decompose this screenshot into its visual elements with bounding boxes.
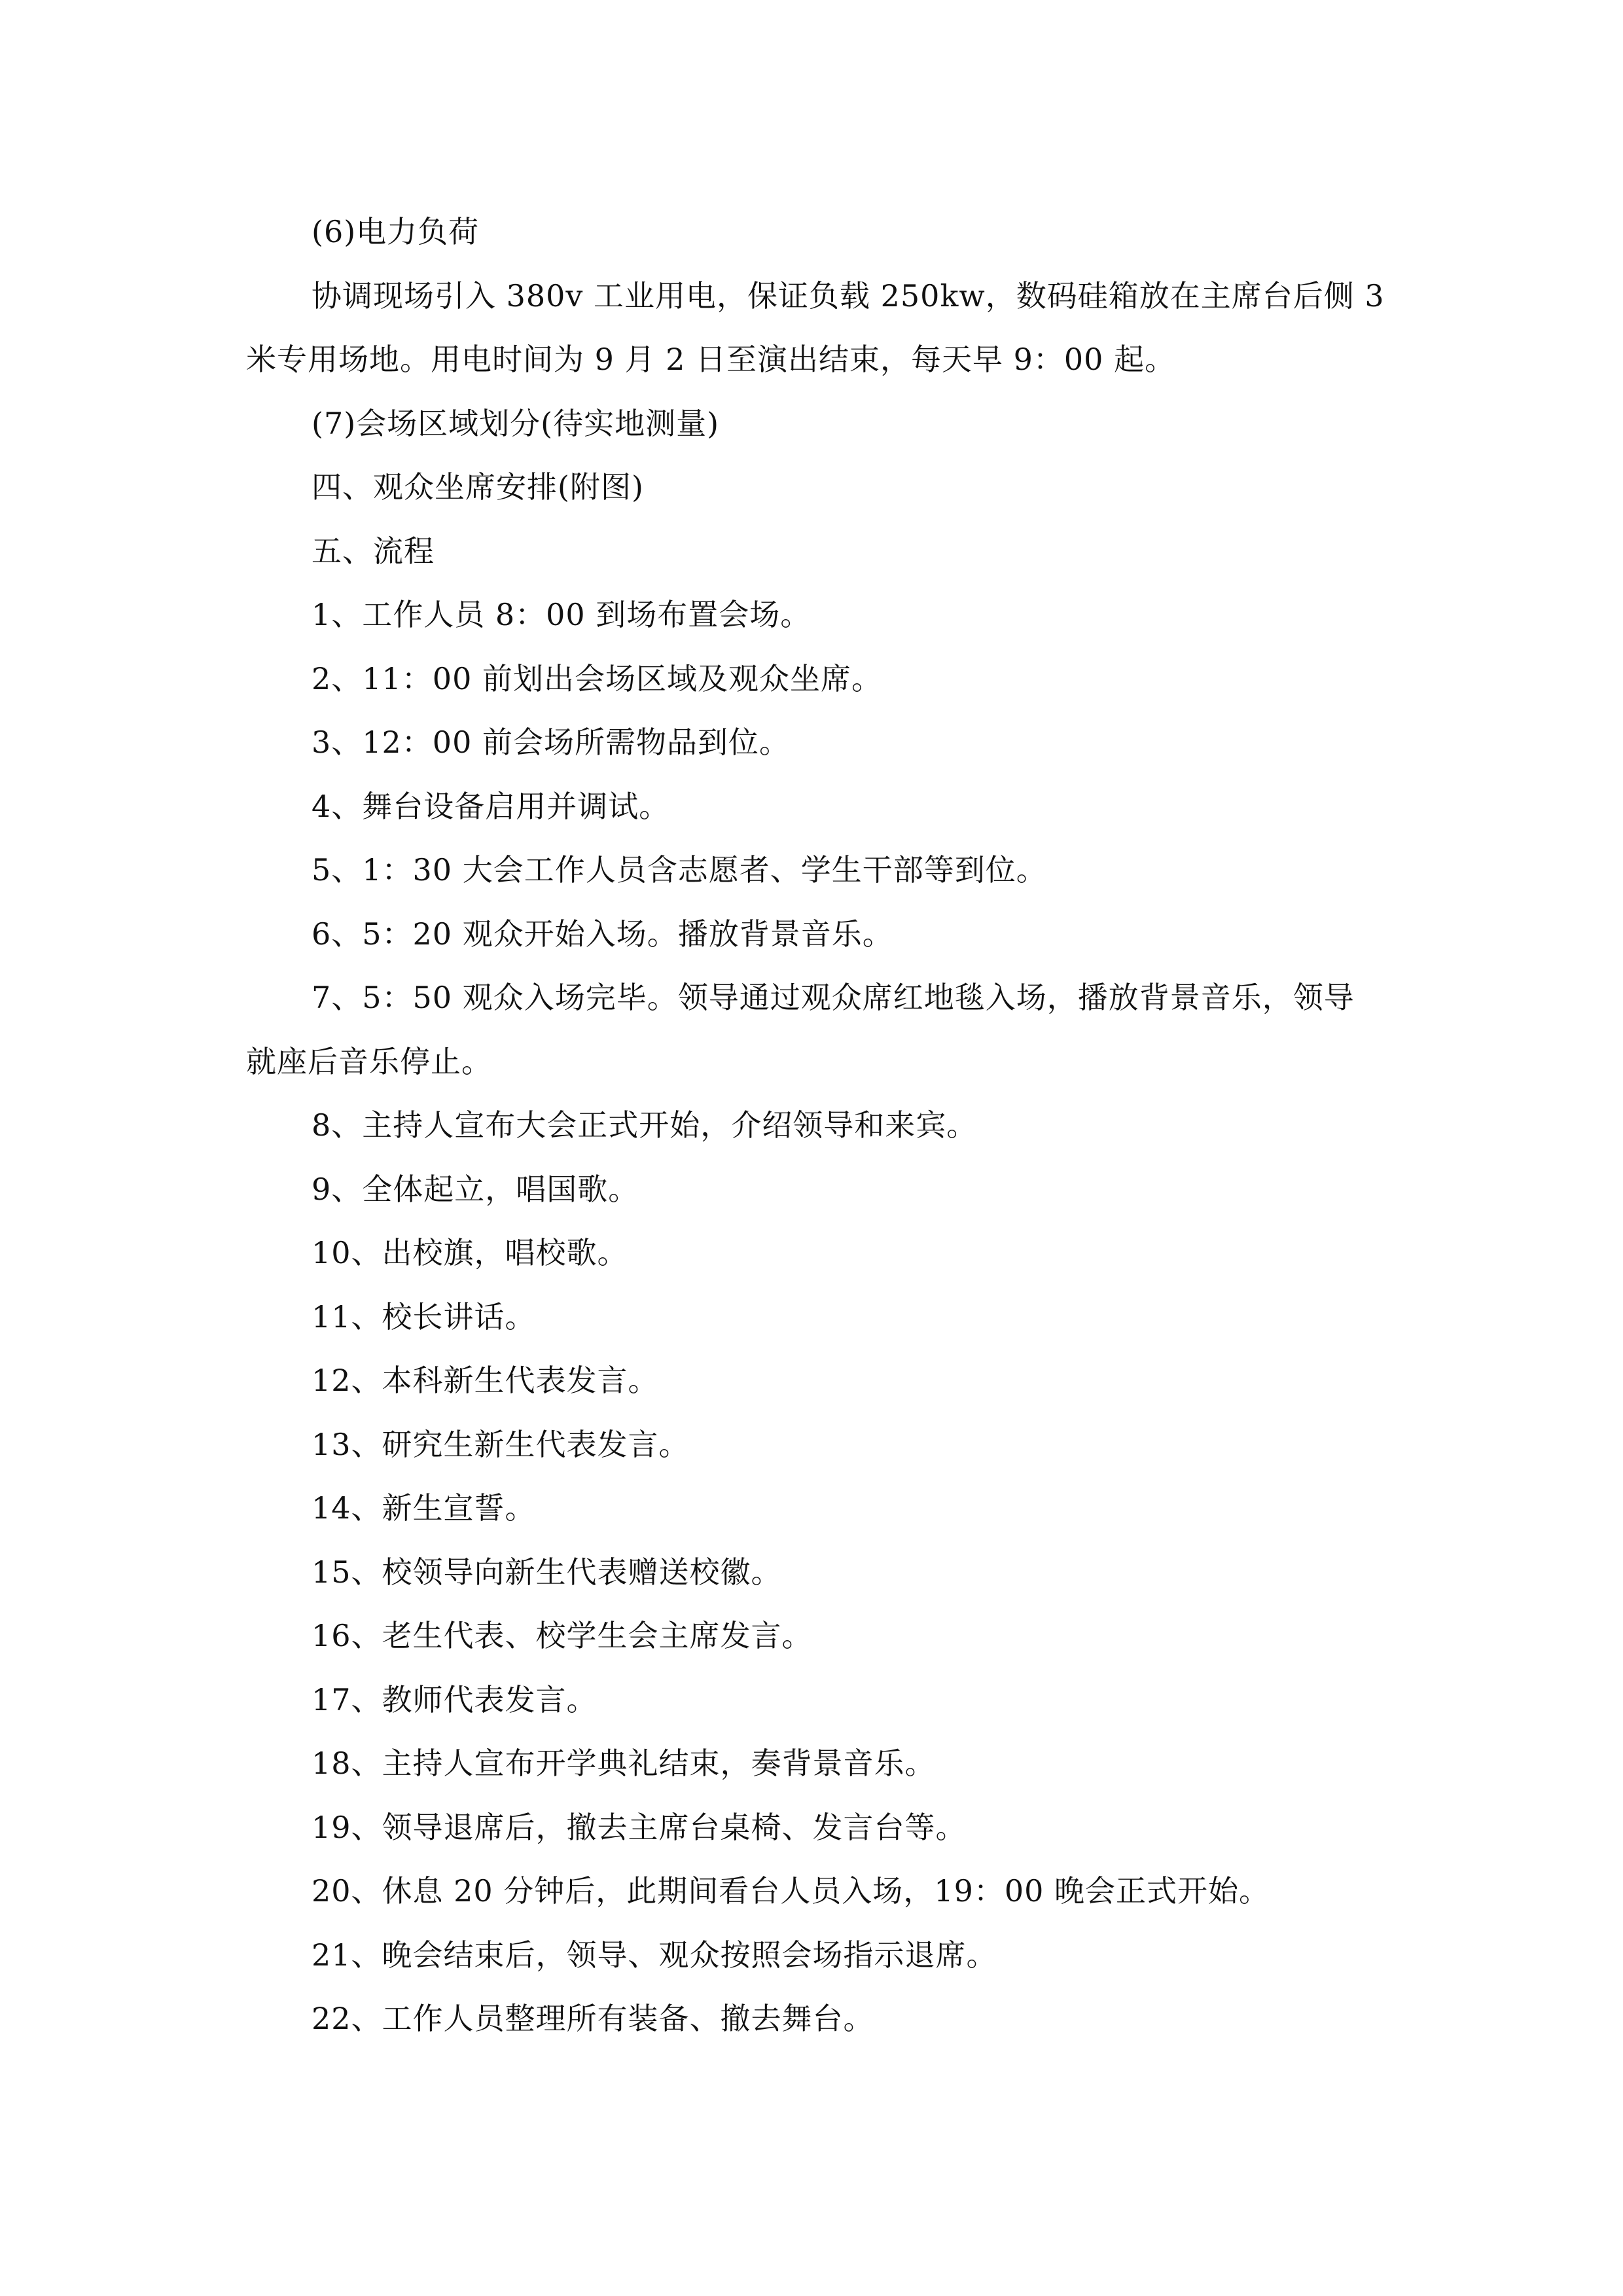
process-step-19: 19、领导退席后，撤去主席台桌椅、发言台等。 bbox=[312, 1809, 967, 1845]
process-step-11: 11、校长讲话。 bbox=[312, 1299, 536, 1335]
document-body bbox=[246, 200, 1385, 2051]
process-step-16: 16、老生代表、校学生会主席发言。 bbox=[312, 1618, 813, 1653]
process-step-3: 3、12：00 前会场所需物品到位。 bbox=[312, 725, 790, 760]
process-step-18: 18、主持人宣布开学典礼结束，奏背景音乐。 bbox=[312, 1746, 936, 1781]
process-step-6: 6、5：20 观众开始入场。播放背景音乐。 bbox=[312, 916, 893, 952]
process-step-17: 17、教师代表发言。 bbox=[312, 1681, 597, 1717]
process-step-13: 13、研究生新生代表发言。 bbox=[312, 1426, 690, 1462]
process-step-9: 9、全体起立，唱国歌。 bbox=[312, 1171, 639, 1207]
process-step-20: 20、休息 20 分钟后，此期间看台人员入场，19：00 晚会正式开始。 bbox=[312, 1873, 1270, 1909]
heading-venue-zoning: (7)会场区域划分(待实地测量) bbox=[312, 405, 720, 441]
process-step-1: 1、工作人员 8：00 到场布置会场。 bbox=[312, 597, 812, 632]
process-step-10: 10、出校旗，唱校歌。 bbox=[312, 1235, 628, 1270]
heading-process: 五、流程 bbox=[312, 533, 435, 569]
process-step-12: 12、本科新生代表发言。 bbox=[312, 1363, 659, 1398]
process-step-5: 5、1：30 大会工作人员含志愿者、学生干部等到位。 bbox=[312, 852, 1047, 888]
process-step-8: 8、主持人宣布大会正式开始，介绍领导和来宾。 bbox=[312, 1107, 978, 1143]
power-load-paragraph: 协调现场引入 380v 工业用电，保证负载 250kw，数码硅箱放在主席台后侧 3 米专用场地。用电时间为 9 月 2 日至演出结束，每天早 9：00 起。 bbox=[246, 278, 1385, 377]
heading-seating: 四、观众坐席安排(附图) bbox=[312, 469, 644, 505]
process-step-21: 21、晚会结束后，领导、观众按照会场指示退席。 bbox=[312, 1937, 997, 1973]
process-step-2: 2、11：00 前划出会场区域及观众坐席。 bbox=[312, 660, 882, 696]
process-step-7: 7、5：50 观众入场完毕。领导通过观众席红地毯入场，播放背景音乐，领导就座后音乐停止。 bbox=[246, 980, 1355, 1079]
process-step-22: 22、工作人员整理所有装备、撤去舞台。 bbox=[312, 2001, 874, 2036]
heading-power-load: (6)电力负荷 bbox=[312, 214, 480, 249]
process-step-15: 15、校领导向新生代表赠送校徽。 bbox=[312, 1554, 782, 1590]
process-step-4: 4、舞台设备启用并调试。 bbox=[312, 788, 670, 824]
process-step-14: 14、新生宣誓。 bbox=[312, 1490, 536, 1526]
